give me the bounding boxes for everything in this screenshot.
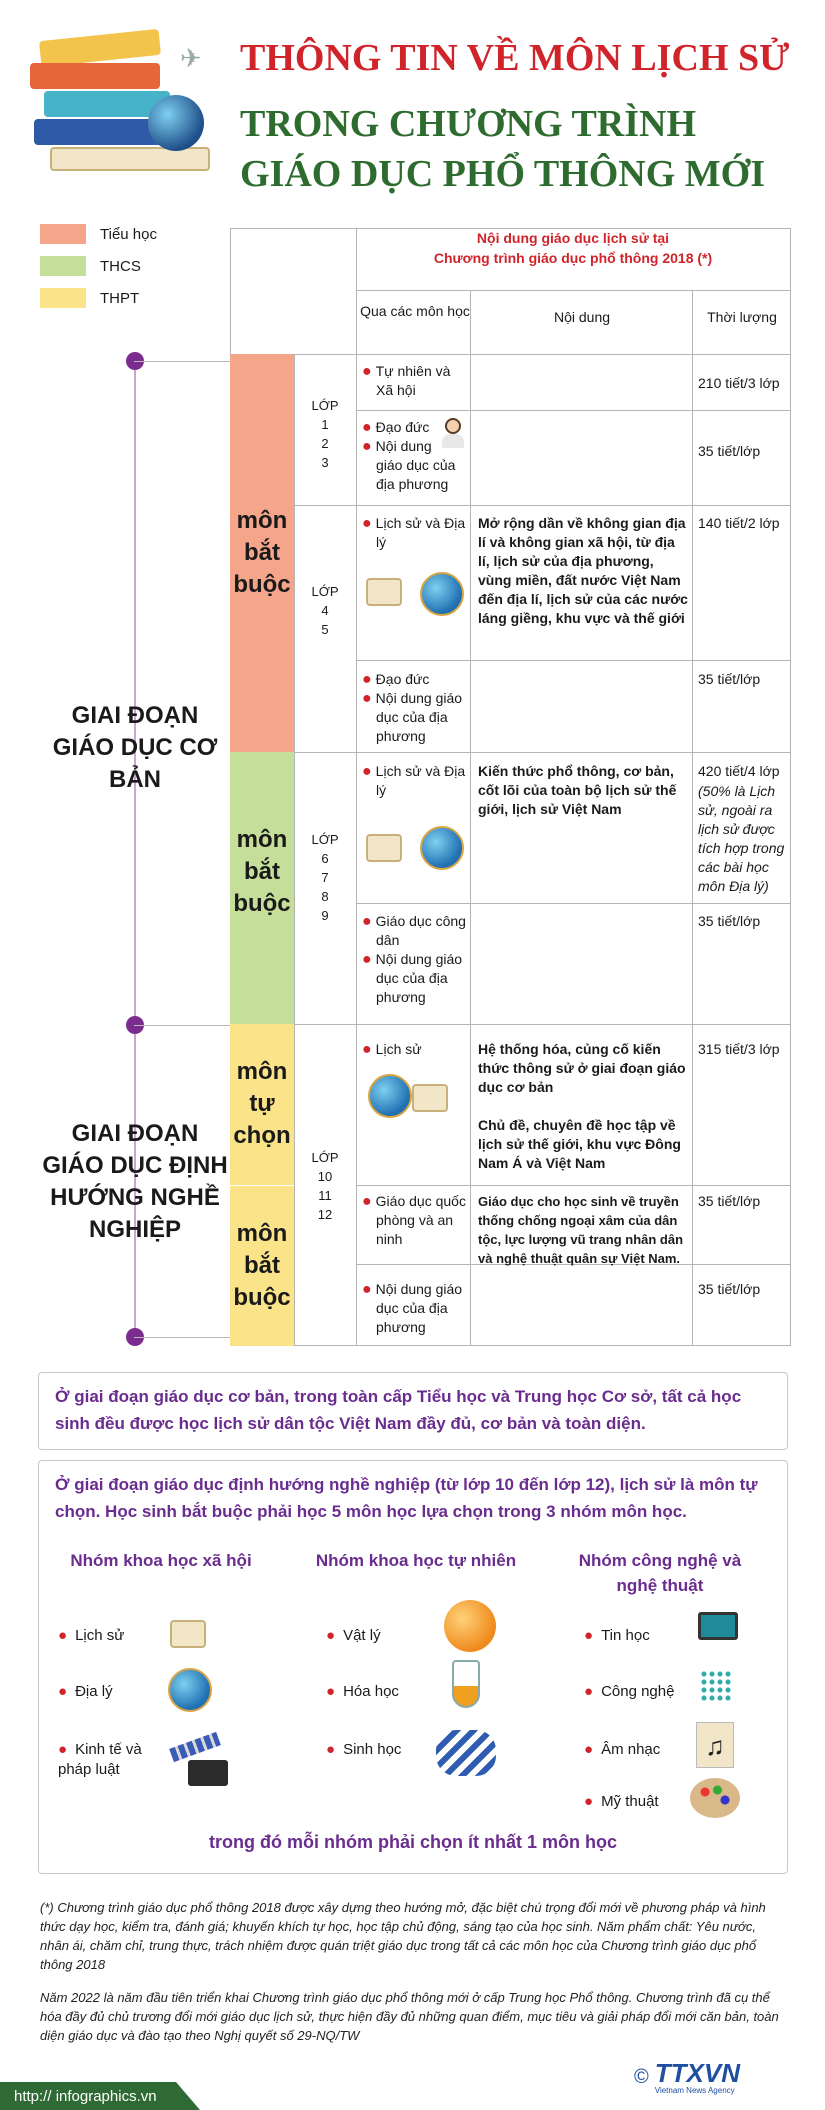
legend-item-thcs: THCS [40,256,157,276]
r5-time: 420 tiết/4 lớp [698,763,780,779]
palette-icon [690,1778,740,1818]
r9-time: 35 tiết/lớp [698,1281,761,1297]
r3-content: Mở rộng dần về không gian địa lí và không gian xã hội, từ địa lí, lịch sử của địa phương, vùng miền, đất nước Việt Nam đến địa lí, lịch sử của các nước láng giềng, khu vực và thế giới [478,515,688,626]
r7-subjects: ● Lịch sử [362,1041,422,1058]
subject-my-thuat: ● Mỹ thuật [584,1793,659,1810]
subject-kinh-te-phap-luat: ● Kinh tế và pháp luật [58,1741,142,1778]
col-header-subjects: Qua các môn học [360,303,470,319]
dna-icon [436,1730,496,1776]
subject-sinh-hoc: ● Sinh học [326,1741,402,1758]
mon-bat-buoc-thcs: môn bắt buộc [233,826,291,917]
group-tech-art-title: Nhóm công nghệ và nghệ thuật [578,1551,742,1595]
table-header: Nội dung giáo dục lịch sử tại Chương trình giáo dục phổ thông 2018 (*) [433,230,713,266]
computer-icon [698,1612,738,1640]
mon-tu-chon-thpt: môn tự chọn [233,1058,291,1149]
r3-subjects: ● Lịch sử và Địa lý [362,515,466,550]
r8-subjects: ● Giáo dục quốc phòng và an ninh [362,1193,466,1247]
subject-tin-hoc: ● Tin học [584,1627,650,1644]
atom-icon [444,1600,496,1652]
subject-vat-ly: ● Vật lý [326,1627,381,1644]
footnote-2022: Năm 2022 là năm đầu tiên triển khai Chương trình giáo dục phổ thông mới ở cấp Trung học Phổ thông. Chương trình đã cụ thể hóa đầy đủ chủ trương đổi mới giáo dục lịch sử, thực hiện đầy đủ những quan điểm, mục tiêu và giải pháp đổi mới căn bản, toàn diện giáo dục và đào tạo theo Nghị quyết số 29-NQ/TW [40,1990,779,2043]
flask-icon [452,1660,480,1708]
r5-time-note: (50% là Lịch sử, ngoài ra lịch sử được tích hợp trong các bài học môn Địa lý) [698,783,785,894]
mon-bat-buoc-thpt: môn bắt buộc [233,1220,291,1311]
group-natural-title: Nhóm khoa học tự nhiên [315,1551,517,1570]
col-header-time: Thời lượng [707,309,777,325]
r7-content-b: Chủ đề, chuyên đề học tập về lịch sử thế giới, khu vực Đông Nam Á và Việt Nam [478,1117,681,1171]
stage-basic-label: GIAI ĐOẠN GIÁO DỤC CƠ BẢN [52,702,218,793]
page-title: THÔNG TIN VỀ MÔN LỊCH SỬ [240,37,790,79]
r4-time: 35 tiết/lớp [698,671,761,687]
info-box-basic: Ở giai đoạn giáo dục cơ bản, trong toàn cấp Tiểu học và Trung học Cơ sở, tất cả học sinh đều được học lịch sử dân tộc Việt Nam đầy đủ, cơ bản và toàn diện. [38,1372,788,1450]
group-requirement: trong đó mỗi nhóm phải chọn ít nhất 1 môn học [209,1832,617,1852]
subject-lich-su: ● Lịch sử [58,1627,125,1644]
footnote-program: (*) Chương trình giáo dục phổ thông 2018 được xây dựng theo hướng mở, đặc biệt chú trọng đổi mới về phương pháp và hình thức dạy học, kiểm tra, đánh giá; khuyến khích tự học, học tập chủ động, sáng tạo của học sinh. Năm phẩm chất: Yêu nước, nhân ái, chăm chỉ, trung thực, trách nhiệm được quán triệt giáo dục trong tất cả các môn học của Chương trình giáo dục phổ thông 2018 [40,1900,766,1972]
scroll-icon [366,578,402,606]
r2-time: 35 tiết/lớp [698,443,761,459]
col-header-content: Nội dung [553,309,611,325]
r8-content: Giáo dục cho học sinh về truyền thống chống ngoại xâm của dân tộc, lực lượng vũ trang nhân dân và nghệ thuật quân sự Việt Nam. [478,1194,684,1266]
page-subtitle-2: GIÁO DỤC PHỔ THÔNG MỚI [240,153,765,195]
r7-time: 315 tiết/3 lớp [698,1041,780,1057]
mon-bat-buoc-tieu-hoc: môn bắt buộc [233,507,291,598]
footer-url[interactable]: http:// infographics.vn [14,2088,157,2105]
legend-item-tieu-hoc: Tiểu học [40,224,157,244]
calculator-icon [188,1760,228,1786]
grade-4-5: LỚP 4 5 [311,584,339,637]
info-box-career: Ở giai đoạn giáo dục định hướng nghề nghiệp (từ lớp 10 đến lớp 12), lịch sử là môn tự chọn. Học sinh bắt buộc phải học 5 môn học lựa chọn trong 3 nhóm môn học. [38,1460,788,1874]
legend [40,224,157,308]
stage-career-label: GIAI ĐOẠN GIÁO DỤC ĐỊNH HƯỚNG NGHỀ NGHIỆP [42,1120,228,1243]
scroll-icon [170,1620,206,1648]
grade-6-9: LỚP 6 7 8 9 [311,832,339,923]
globe-icon [368,1074,412,1118]
scroll-icon [366,834,402,862]
r5-subjects: ● Lịch sử và Địa lý [362,763,466,798]
globe-icon [420,572,464,616]
r1-subjects: ● Tự nhiên và Xã hội [362,363,451,398]
globe-icon [168,1668,212,1712]
grade-10-12: LỚP 10 11 12 [311,1150,339,1222]
r3-time: 140 tiết/2 lớp [698,515,780,531]
globe-icon [420,826,464,870]
student-icon [440,418,466,448]
r2-subjects: ● Đạo đức ● Nội dung giáo dục của địa phương [362,419,456,492]
r7-content-a: Hệ thống hóa, củng cố kiến thức thông sử ở giai đoạn giáo dục cơ bản [478,1041,686,1095]
r4-subjects: ● Đạo đức ● Nội dung giáo dục của địa phương [362,671,463,744]
grade-1-3: LỚP 1 2 3 [311,398,339,470]
subject-hoa-hoc: ● Hóa học [326,1683,399,1700]
r6-subjects: ● Giáo dục công dân ● Nội dung giáo dục của địa phương [362,913,466,1005]
page-subtitle-1: TRONG CHƯƠNG TRÌNH [240,103,697,145]
subject-dia-ly: ● Địa lý [58,1683,113,1700]
r8-time: 35 tiết/lớp [698,1193,761,1209]
r6-time: 35 tiết/lớp [698,913,761,929]
subject-am-nhac: ● Âm nhạc [584,1741,661,1758]
r5-content: Kiến thức phổ thông, cơ bản, cốt lõi của toàn bộ lịch sử thế giới, lịch sử Việt Nam [478,763,677,817]
touch-icon [700,1670,732,1702]
legend-item-thpt: THPT [40,288,157,308]
group-social-title: Nhóm khoa học xã hội [70,1551,252,1570]
r9-subjects: ● Nội dung giáo dục của địa phương [362,1281,463,1335]
ttxvn-logo: © TTXVN Vietnam News Agency [634,2058,740,2095]
paper-plane-icon: ✈ [180,43,202,73]
books-illustration [30,35,220,185]
copyright-icon: © [634,2066,649,2088]
music-note-icon: ♫ [696,1722,734,1768]
r1-time: 210 tiết/3 lớp [698,375,780,391]
scroll-icon [412,1084,448,1112]
subject-cong-nghe: ● Công nghệ [584,1683,675,1700]
